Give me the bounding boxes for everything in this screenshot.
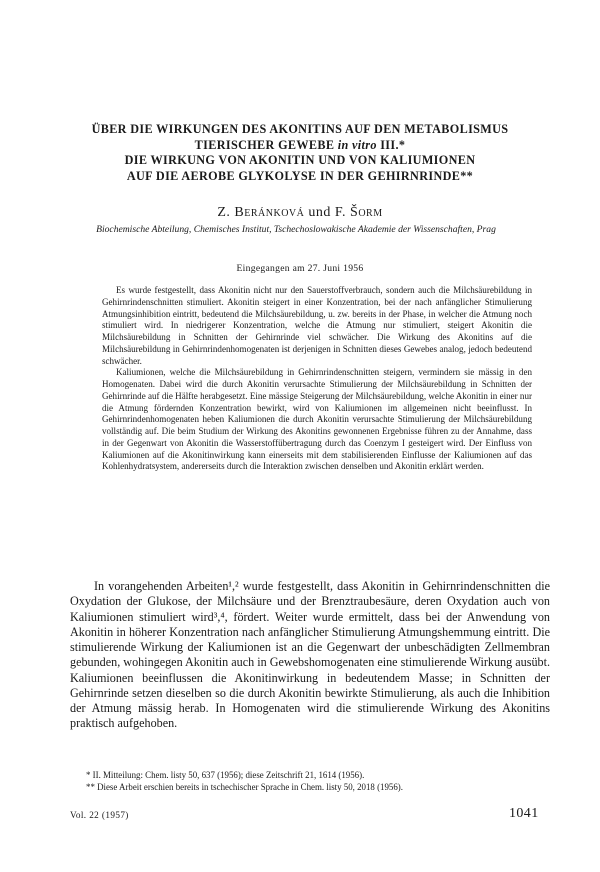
abstract-paragraph: Es wurde festgestellt, dass Akonitin nicht nur den Sauerstoffverbrauch, sondern auch die Milchsäurebildung in Gehirnrindenschnitten stimuliert. Akonitin steigert in einer Konzentration, bei der nach anfänglicher Stimulierung Atmungsinhibition eintritt, bedeutend die Milchsäurebildung, u. zw. bereits in der Phase, in welcher die Atmung noch stimuliert wird. In niedrigerer Konzentration, welche die Atmung nur stimuliert, steigert Akonitin die Milchsäurebildung in Schnitten der Gehirnrinde viel schwächer. Die Wirkung des Akonitins auf die Milchsäurebildung in Gehirnrindenhomogenaten ist derjenigen in Schnitten dieses Gewebes analog, jedoch bedeutend schwächer. bbox=[102, 285, 532, 366]
volume-info: Vol. 22 (1957) bbox=[70, 810, 129, 820]
title-italic-in-vitro: in vitro bbox=[337, 137, 377, 152]
footnote-2: ** Diese Arbeit erschien bereits in tschechischer Sprache in Chem. listy 50, 2018 (1956). bbox=[86, 781, 403, 792]
abstract bbox=[102, 285, 532, 473]
abstract-paragraph: Kaliumionen, welche die Milchsäurebildung in Gehirnrindenschnitten steigern, vermindern sie mässig in den Homogenaten. Dabei wird die durch Akonitin verursachte Stimulierung der Milchsäurebildung in Schnitten der Gehirnrinde auf die Hälfte herabgesetzt. Eine mässige Steigerung der Milchsäurebildung, welche Akonitin in einer nur die Atmung fördernden Konzentration bewirkt, wird von Kaliumionen im allgemeinen nicht beeinflusst. In Gehirnrindenhomogenaten heben Kaliumionen die durch Akonitin verursachte Stimulierung der Milchsäurebildung vollständig auf. Die beim Studium der Wirkung des Akonitins gewonnenen Ergebnisse führen zu der Annahme, dass in der Gegenwart von Akonitin die Wasserstoffübertragung durch das Coenzym I gesteigert wird. Der Einfluss von Kaliumionen auf die Akonitinwirkung kann einerseits mit dem stabilisierenden Einflusse der Kaliumionen auf das Kohlenhydratsystem, andererseits durch die Interaktion zwischen denselben und Akonitin erklärt werden. bbox=[102, 367, 532, 472]
title-series-number: III.* bbox=[376, 137, 406, 152]
title-line-1: ÜBER DIE WIRKUNGEN DES AKONITINS AUF DEN METABOLISMUS bbox=[91, 122, 509, 136]
author-2: F. Šorm bbox=[334, 205, 383, 220]
author-conjunction: und bbox=[304, 205, 335, 220]
title-line-4: AUF DIE AEROBE GLYKOLYSE IN DER GEHIRNRINDE** bbox=[126, 168, 474, 183]
author-1: Z. Beránková bbox=[217, 205, 305, 220]
title-line-2 bbox=[40, 138, 560, 154]
page-number: 1041 bbox=[509, 806, 539, 821]
affiliation: Biochemische Abteilung, Chemisches Institut, Tschechoslowakische Akademie der Wissenschaften, Prag bbox=[96, 224, 496, 235]
title-line-3: DIE WIRKUNG VON AKONITIN UND VON KALIUMIONEN bbox=[124, 153, 476, 168]
footnotes bbox=[70, 770, 550, 793]
footnote-1: * II. Mitteilung: Chem. listy 50, 637 (1956); diese Zeitschrift 21, 1614 (1956). bbox=[86, 770, 365, 780]
main-text bbox=[70, 579, 550, 732]
article-title bbox=[40, 122, 560, 184]
title-line-2-text: TIERISCHER GEWEBE bbox=[194, 137, 338, 152]
author-line bbox=[0, 205, 600, 221]
body-paragraph: In vorangehenden Arbeiten¹,² wurde festgestellt, dass Akonitin in Gehirnrindenschnitten die Oxydation der Glukose, der Milchsäure und der Brenztraubesäure, deren Oxydation auch von Kaliumionen stimuliert wird³,⁴, fördert. Weiter wurde ermittelt, dass bei der Anwendung von Akonitin in höherer Konzentration nach anfänglicher Stimulierung Atmungshemmung eintritt. Die stimulierende Wirkung der Kaliumionen ist an die Gegenwart der unbeschädigten Zellmembran gebunden, wohingegen Akonitin auch in Gewebshomogenaten eine stimulierende Wirkung ausübt. Kaliumionen beeinflussen die Akonitinwirkung in bedeutendem Masse; in Schnitten der Gehirnrinde setzen dieselben so die durch Akonitin bewirkte Stimulierung, als auch die Inhibition der Atmung mässig herab. In Homogenaten wird die stimulierende Wirkung des Akonitins praktisch aufgehoben. bbox=[70, 579, 550, 731]
received-date: Eingegangen am 27. Juni 1956 bbox=[236, 263, 364, 274]
